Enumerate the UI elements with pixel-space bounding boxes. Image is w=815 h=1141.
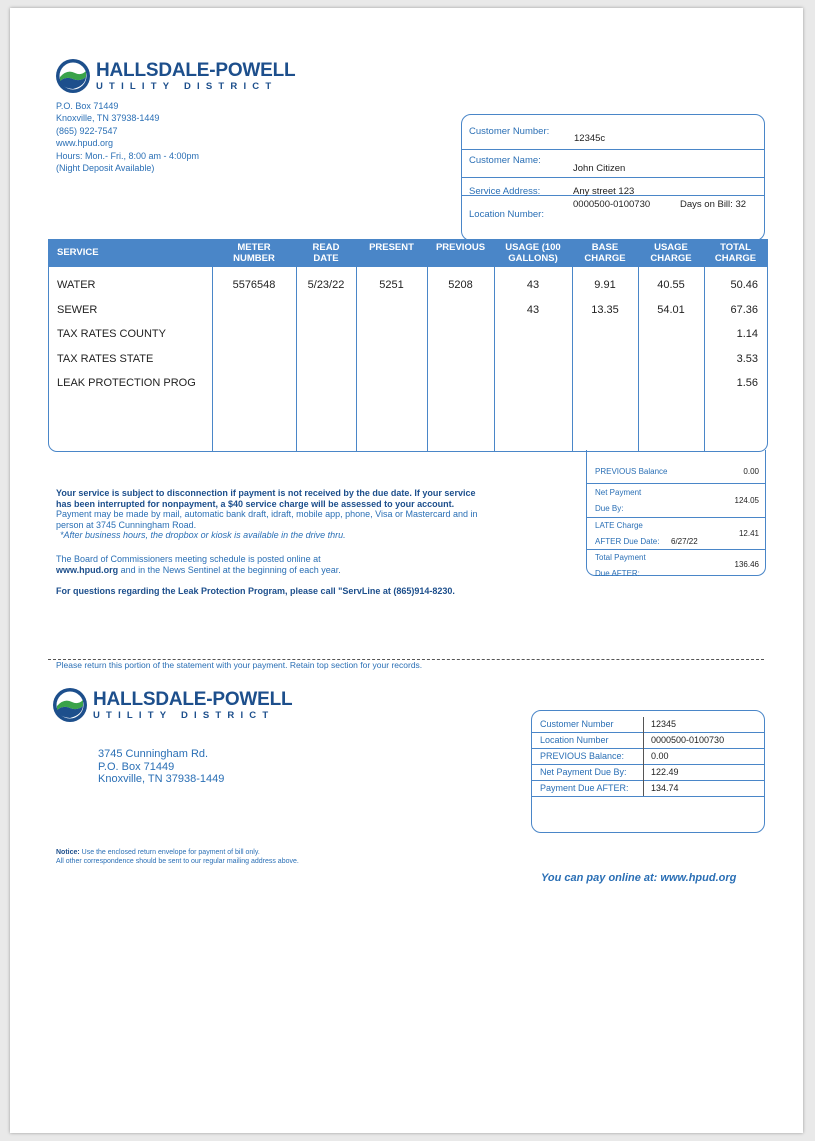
previous-balance: 0.00 <box>743 467 759 476</box>
cell-meter: 5576548 <box>232 279 276 291</box>
service-address-label: Service Address: <box>469 186 541 197</box>
pay-online-link[interactable]: You can pay online at: www.hpud.org <box>541 872 737 884</box>
address-line: 3745 Cunningham Rd. <box>98 748 209 760</box>
location-number-label: Location Number: <box>469 209 544 220</box>
disconnection-notice <box>56 488 486 541</box>
header-total-charge: TOTAL CHARGE <box>714 242 757 264</box>
remit-address <box>98 748 224 786</box>
return-instructions: Please return this portion of the statement with your payment. Retain top section for your records. <box>56 660 423 670</box>
disconnection-warning: Your service is subject to disconnection if payment is not received by the due date. If your service has been interrupted for nonpayment, a $40 service charge will be assessed to your account. <box>56 488 476 509</box>
cell-usage: 43 <box>526 279 540 291</box>
cell-service: TAX RATES STATE <box>57 352 154 365</box>
cell-service: SEWER <box>57 303 98 316</box>
company-address <box>56 100 199 174</box>
cell-total: 50.46 <box>730 279 758 291</box>
late-charge-label: LATE Charge <box>595 521 643 530</box>
website-line: www.hpud.org <box>56 138 114 149</box>
drop-logo-icon <box>55 58 91 94</box>
header-usage: USAGE (100 GALLONS) <box>505 242 561 264</box>
bill-page <box>10 8 803 1133</box>
address-line: Knoxville, TN 37938-1449 <box>98 773 225 785</box>
night-deposit-line: (Night Deposit Available) <box>56 163 155 174</box>
cell-present: 5251 <box>379 279 404 291</box>
leak-protection-notice: For questions regarding the Leak Protection Program, please call "ServLine at (865)914-8230. <box>56 586 455 596</box>
cell-total: 3.53 <box>736 352 758 365</box>
remit-row: Location Number 0000500-0100730 <box>532 733 764 749</box>
payment-methods: Payment may be made by mail, automatic bank draft, idraft, mobile app, phone, Visa or Mastercard and in person at 3745 Cunningham Road. <box>56 509 478 530</box>
envelope-notice: Notice: Use the enclosed return envelope for payment of bill only. All other correspondence should be sent to our regular mailing address above. <box>56 849 299 865</box>
header-previous: PREVIOUS <box>435 242 486 253</box>
cell-service: LEAK PROTECTION PROG <box>57 377 196 389</box>
customer-info-box <box>461 114 765 241</box>
address-line: P.O. Box 71449 <box>56 101 119 111</box>
total-payment-label: Total Payment <box>595 553 646 562</box>
hours-line: Hours: Mon.- Fri., 8:00 am - 4:00pm <box>56 150 200 161</box>
drop-logo-icon <box>52 687 88 723</box>
header-read-date: READ DATE <box>312 242 340 264</box>
website-link[interactable]: www.hpud.org <box>56 564 119 575</box>
cell-base: 13.35 <box>591 303 619 316</box>
remit-row: Net Payment Due By: 122.49 <box>532 765 764 781</box>
table-header <box>49 240 767 267</box>
net-payment-label: Net Payment <box>595 488 642 497</box>
remit-info-box <box>531 710 765 833</box>
cell-usage-charge: 54.01 <box>657 303 685 316</box>
service-address: Any street 123 <box>573 186 635 197</box>
late-charge: 12.41 <box>738 529 759 538</box>
header-usage-charge: USAGE CHARGE <box>650 242 692 264</box>
net-payment-due-label: Due By: <box>595 504 624 513</box>
company-subtitle: UTILITY DISTRICT <box>93 709 275 721</box>
after-due-date-label: AFTER Due Date: <box>595 537 660 546</box>
customer-number-label: Customer Number: <box>469 126 550 137</box>
header-meter: METER NUMBER <box>233 242 275 264</box>
company-subtitle: UTILITY DISTRICT <box>96 80 278 92</box>
remit-logo <box>52 687 292 723</box>
after-hours-note: *After business hours, the dropbox or kiosk is available in the drive thru. <box>60 530 346 540</box>
customer-number: 12345c <box>574 133 606 144</box>
company-name: HALLSDALE-POWELL <box>96 59 296 81</box>
balance-summary-box <box>586 450 766 576</box>
cell-base: 9.91 <box>594 279 616 291</box>
net-payment: 124.05 <box>734 496 759 505</box>
due-date: 6/27/22 <box>671 537 698 546</box>
cell-service: WATER <box>57 279 96 291</box>
company-logo <box>55 58 295 94</box>
remit-row: PREVIOUS Balance: 0.00 <box>532 749 764 765</box>
cell-usage-charge: 40.55 <box>657 279 685 291</box>
cell-usage: 43 <box>526 303 540 316</box>
cell-total: 1.56 <box>736 377 758 389</box>
cell-total: 1.14 <box>736 328 758 340</box>
cell-service: TAX RATES COUNTY <box>57 328 166 340</box>
company-name: HALLSDALE-POWELL <box>93 688 293 710</box>
address-line: Knoxville, TN 37938-1449 <box>56 113 160 124</box>
address-line: P.O. Box 71449 <box>98 760 175 773</box>
customer-name-label: Customer Name: <box>469 155 541 166</box>
cell-total: 67.36 <box>730 303 758 316</box>
header-base-charge: BASE CHARGE <box>584 242 626 264</box>
days-on-bill: Days on Bill: 32 <box>680 199 747 210</box>
cell-read: 5/23/22 <box>307 279 345 291</box>
remit-row: Payment Due AFTER: 134.74 <box>532 781 764 797</box>
total-payment: 136.46 <box>734 560 759 569</box>
phone-line: (865) 922-7547 <box>56 125 118 136</box>
header-present: PRESENT <box>369 242 414 253</box>
header-service: SERVICE <box>57 247 99 259</box>
charges-table <box>48 239 768 452</box>
customer-name: John Citizen <box>573 163 626 174</box>
cell-previous: 5208 <box>448 279 473 291</box>
due-after-label: Due AFTER: <box>595 569 640 578</box>
previous-balance-label: PREVIOUS Balance <box>595 467 668 476</box>
remit-row: Customer Number 12345 <box>532 717 764 733</box>
board-notice: The Board of Commissioners meeting schedule is posted online at www.hpud.org and in the News Sentinel at the beginning of each year. <box>56 554 341 575</box>
location-number: 0000500-0100730 <box>573 199 651 210</box>
